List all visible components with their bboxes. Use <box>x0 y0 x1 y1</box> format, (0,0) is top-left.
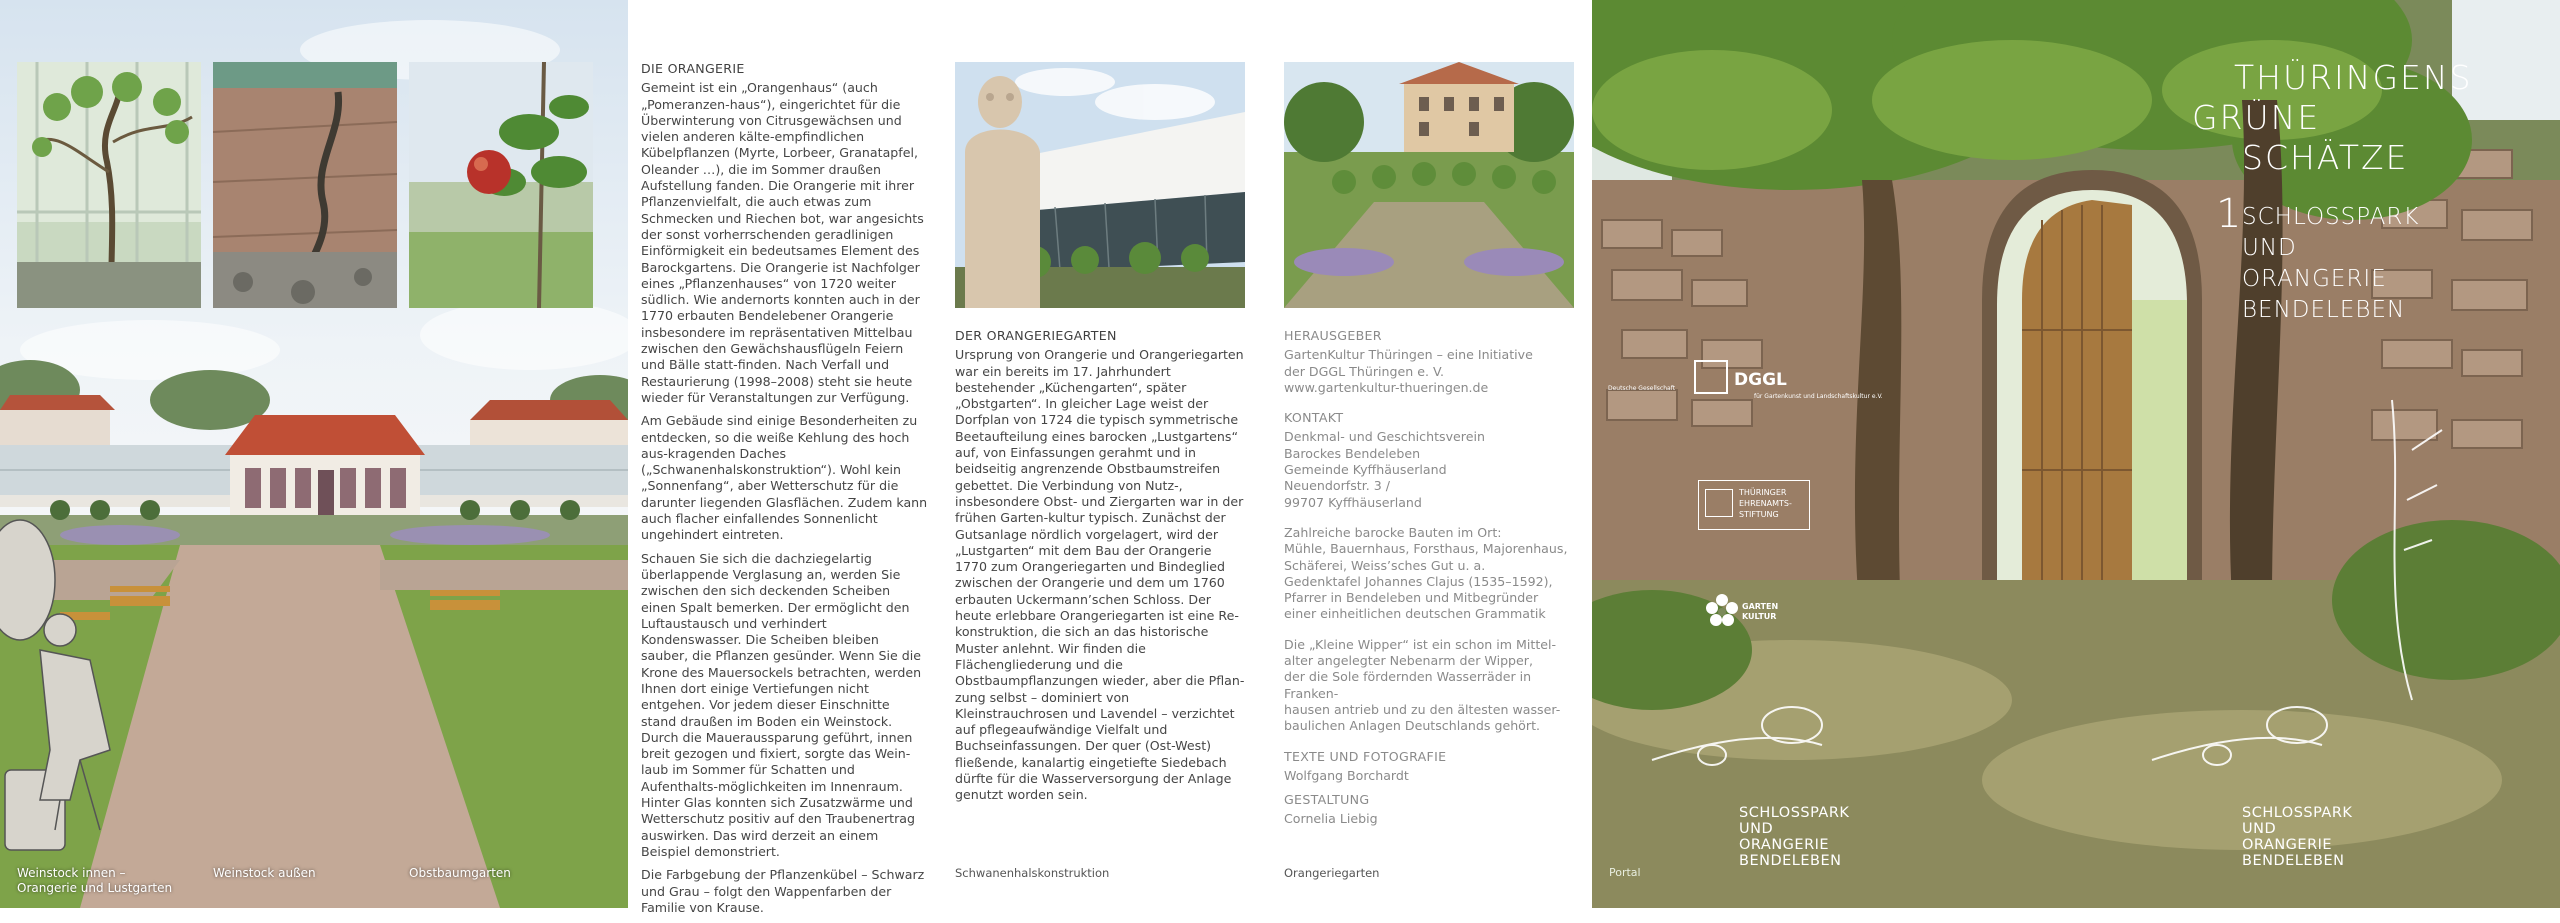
imprint-heading: KONTAKT <box>1284 410 1344 426</box>
caption-obstbaumgarten <box>409 866 511 881</box>
caption-line: Weinstock innen – <box>17 866 126 880</box>
section-heading: DER ORANGERIEGARTEN <box>955 328 1117 343</box>
thumbnail-vine-indoor <box>17 62 201 308</box>
imprint-line: alter angelegter Nebenarm der Wipper, <box>1284 653 1533 669</box>
cover-number: 1 <box>2216 191 2244 237</box>
caption-orangeriegarten: Orangeriegarten <box>1284 866 1380 880</box>
label-line: UND <box>1739 821 1774 837</box>
dggl-subtitle: für Gartenkunst und Landschaftskultur e.V. <box>1754 393 1883 400</box>
paragraph: Gemeint ist ein „Orangenhaus“ (auch „Pomeranzen-haus“), eingerichtet für die Überwinterung von Citrusgewächsen und vielen anderen kälte-empfindlichen Kübelpflanzen (Myrte, Lorbeer, Granatapfel, Oleander …), die im Sommer draußen Aufstellung fanden. Die Orangerie mit ihrer Pflanzenvielfalt, die auch etwas zum Schmecken und Riechen bot, war angesichts der sonst vorherrschenden geradlinigen Einförmigkeit ein bedeutsames Element des Barockgartens. Die Orangerie ist Nachfolger eines „Pflanzenhauses“ von 1720 weiter südlich. Wie andernorts konnten auch in der 1770 erbauten Bendelebener Orangerie insbesondere im repräsentativen Mittelbau zwischen den Gewächshausflügeln Feiern und Bälle statt-finden. Nach Verfall und Restaurierung (1998–2008) steht sie heute wieder für Veranstaltungen zur Verfügung. <box>641 80 924 405</box>
imprint-heading: GESTALTUNG <box>1284 792 1370 808</box>
photo-swan-neck <box>955 62 1245 308</box>
imprint-text <box>1284 749 1574 785</box>
caption-weinstock-aussen <box>213 866 316 881</box>
subtitle-line: ORANGERIE <box>2242 266 2387 292</box>
subtitle-line: UND <box>2242 235 2297 261</box>
caption-line: Obstbaumgarten <box>409 866 511 880</box>
cover-label-right <box>2242 805 2352 869</box>
title-line: THÜRINGENS <box>2234 58 2473 97</box>
flower-icon <box>1702 586 1742 642</box>
cover-title <box>2192 58 2552 178</box>
subtitle-line: SCHLOSSPARK <box>2242 204 2420 230</box>
imprint-line: hausen antrieb und zu den ältesten wasser- <box>1284 701 1561 717</box>
website-link[interactable]: www.gartenkultur-thueringen.de <box>1284 379 1489 395</box>
imprint-line: Cornelia Liebig <box>1284 811 1378 827</box>
imprint-heading: HERAUSGEBER <box>1284 328 1382 343</box>
gartenkultur-logo <box>1702 586 1782 642</box>
paragraph: Schauen Sie sich die dachziegelartig überlappende Verglasung an, werden Sie zwischen den sich deckenden Scheiben einen Spalt bemerken. Der ermöglicht den Luftaustausch und verhindert Kondenswasser. Die Scheiben bleiben sauber, die Pflanzen gesünder. Wenn Sie die Krone des Mauersockels betrachten, werden Ihnen dort einige Vertiefungen nicht entgehen. Vor jedem dieser Einschnitte stand draußen im Boden ein Weinstock. Durch die Maueraussparung geführt, innen breit gezogen und fixiert, sorgte das Wein-laub im Sommer für Schatten und Aufenthalts-möglichkeiten im Innenraum. Hinter Glas konnten sich Zusatzwärme und Wetterschutz positiv auf den Traubenertrag auswirken. Das wird derzeit an einem Beispiel demonstriert. <box>641 550 922 859</box>
ehrenamt-logo <box>1698 480 1810 530</box>
paragraph: Ursprung von Orangerie und Orangeriegarten war ein bereits im 17. Jahrhundert bestehender „Küchengarten“, später „Obstgarten“. In gleicher Lage weist der Dorfplan von 1724 die typisch symmetrische Beetaufteilung eines barocken „Lustgartens“ auf, von Einfassungen gerahmt und in beidseitig angrenzende Obstbaumstreifen gebettet. Die Verbindung von Nutz-, insbesondere Obst- und Ziergarten war in der frühen Garten-kultur typisch. Zunächst der Gutsanlage nördlich vorgelagert, wird der „Lustgarten“ mit dem Bau der Orangerie 1770 zum Orangeriegarten und Bindeglied zwischen der Orangerie und dem um 1760 erbauten Uckermann’schen Schloss. Der heute erlebbare Orangeriegarten ist eine Re-konstruktion, die sich an das historische Muster anlehnt. Wir finden die Flächengliederung und die Obstbaumpflanzungen wieder, aber die Pflan-zung selbst – dominiert von Kleinstrauchrosen und Lavendel – verzichtet auf pflegeaufwändige Vielfalt und Buchseinfassungen. Der quer (Ost-West) fließende, kanalartig eingetiefte Siedebach dürfte für die Wasserversorgung der Anlage genutzt worden sein. <box>955 347 1245 803</box>
dggl-name: DGGL <box>1734 370 1787 390</box>
imprint-line: GartenKultur Thüringen – eine Initiative <box>1284 347 1533 363</box>
label-line: BENDELEBEN <box>1739 853 1842 869</box>
photo-orangeriegarten <box>1284 62 1574 308</box>
imprint-line: Zahlreiche barocke Bauten im Ort: <box>1284 524 1502 540</box>
gartenkultur-line: KULTUR <box>1742 612 1777 621</box>
portal-caption: Portal <box>1609 866 1641 879</box>
caption-weinstock-innen <box>17 866 172 896</box>
caption-line: Orangerie und Lustgarten <box>17 881 173 895</box>
imprint-heading: TEXTE UND FOTOGRAFIE <box>1284 748 1447 764</box>
imprint-herausgeber <box>1284 328 1574 396</box>
imprint-line: Gedenktafel Johannes Clajus (1535–1592), <box>1284 573 1553 589</box>
imprint-line: Denkmal- und Geschichtsverein <box>1284 429 1485 445</box>
thumbnail-fruit-tree <box>409 62 593 308</box>
imprint-line: Neuendorfstr. 3 / <box>1284 478 1390 494</box>
label-line: ORANGERIE <box>2242 837 2333 853</box>
imprint-line: Die „Kleine Wipper“ ist ein schon im Mittel- <box>1284 636 1557 652</box>
dggl-logo <box>1608 360 1883 410</box>
imprint-line: Schäferei, Weiss’sches Gut u. a. <box>1284 557 1486 573</box>
imprint-line: Barockes Bendeleben <box>1284 445 1421 461</box>
caption-line: Weinstock außen <box>213 866 316 880</box>
paragraph: Die Farbgebung der Pflanzenkübel – Schwarz und Grau – folgt den Wappenfarben der Familie von Krause. <box>641 867 925 915</box>
imprint-kontakt <box>1284 410 1574 511</box>
imprint-line: 99707 Kyffhäuserland <box>1284 494 1422 510</box>
photo-panel-left <box>0 0 628 908</box>
column-imprint <box>1284 328 1574 842</box>
title-line: GRÜNE <box>2192 98 2321 137</box>
imprint-bauten <box>1284 525 1574 623</box>
imprint-gestaltung <box>1284 792 1574 828</box>
gartenkultur-line: GARTEN <box>1742 602 1779 611</box>
orangery-photo <box>0 330 628 908</box>
title-line: SCHÄTZE <box>2242 138 2409 177</box>
paragraph: Am Gebäude sind einige Besonderheiten zu entdecken, so die weiße Kehlung des hoch aus-kragenden Daches („Schwanenhalskonstruktion“). Wohl kein „Sonnenfang“, aber Wetterschutz für die darunter liegenden Glasflächen. Zudem kann auch flacher einfallendes Sonnenlicht ungehindert eintreten. <box>641 413 928 543</box>
cover-subtitle <box>2242 202 2542 326</box>
imprint-line: Pfarrer in Bendeleben und Mitbegründer <box>1284 590 1539 606</box>
caption-schwanenhals: Schwanenhalskonstruktion <box>955 866 1110 880</box>
column-orangerie <box>641 61 928 923</box>
ehrenamt-line: STIFTUNG <box>1739 510 1779 519</box>
imprint-line: baulichen Anlagen Deutschlands gehört. <box>1284 718 1541 734</box>
dggl-subtitle: Deutsche Gesellschaft <box>1608 385 1676 392</box>
ehrenamt-line: EHRENAMTS- <box>1739 499 1792 508</box>
column-orangeriegarten <box>955 328 1245 811</box>
ehrenamt-icon <box>1705 489 1733 517</box>
dggl-icon <box>1694 360 1728 394</box>
imprint-line: der die Sole fördernden Wasserräder in Franken- <box>1284 669 1532 701</box>
subtitle-line: BENDELEBEN <box>2242 297 2406 323</box>
imprint-line: Mühle, Bauernhaus, Forsthaus, Majorenhaus, <box>1284 541 1568 557</box>
label-line: SCHLOSSPARK <box>2242 805 2353 821</box>
imprint-line: Gemeinde Kyffhäuserland <box>1284 462 1447 478</box>
imprint-line: der DGGL Thüringen e. V. <box>1284 363 1444 379</box>
imprint-line: Wolfgang Borchardt <box>1284 767 1409 783</box>
section-heading: DIE ORANGERIE <box>641 61 745 76</box>
cover-panel <box>1592 0 2560 908</box>
imprint-wipper <box>1284 637 1574 735</box>
label-line: UND <box>2242 821 2277 837</box>
label-line: ORANGERIE <box>1739 837 1830 853</box>
cover-label-left <box>1739 805 1849 869</box>
label-line: SCHLOSSPARK <box>1739 805 1850 821</box>
label-line: BENDELEBEN <box>2242 853 2345 869</box>
thumbnail-vine-outdoor <box>213 62 397 308</box>
ehrenamt-line: THÜRINGER <box>1739 488 1787 497</box>
imprint-line: einer einheitlichen deutschen Grammatik <box>1284 606 1546 622</box>
